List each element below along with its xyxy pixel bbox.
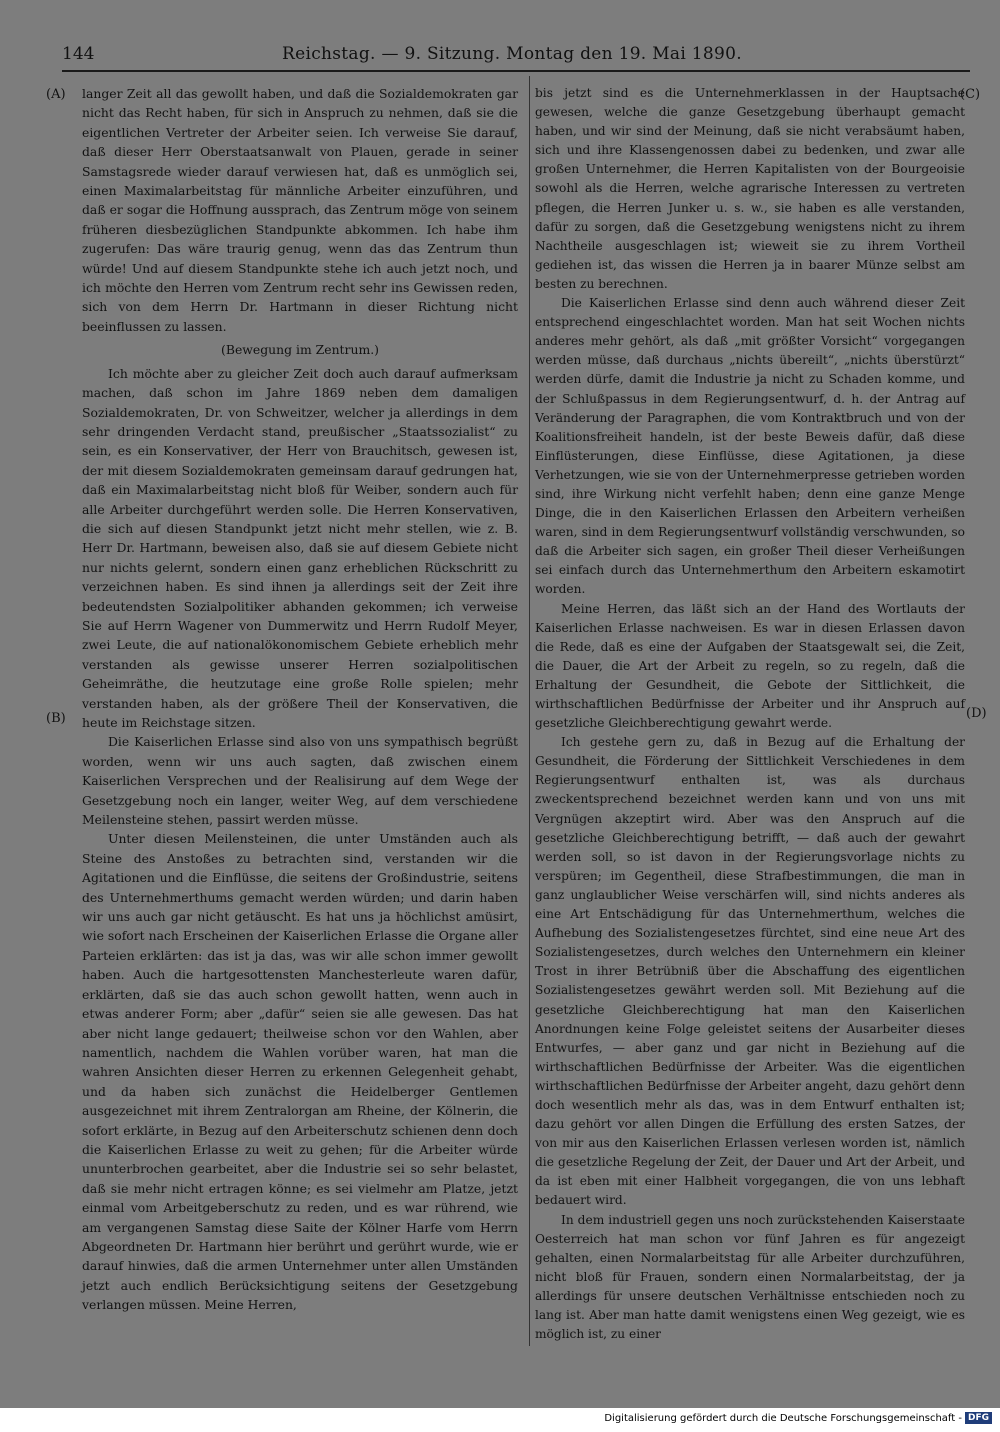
paragraph: Die Kaiserlichen Erlasse sind denn auch während dieser Zeit entsprechend eingeschlachtet worden. Man hat seit Wochen nichts anderes mehr gehört, als daß „mit größter Vorsicht“ vorgegangen werden müsse, daß durchaus „nichts übereilt“, „nichts überstürzt“ werden dürfe, damit die Industrie ja nicht zu Schaden komme, und der Schlußpassus in dem Regierungsentwurf, d. h. der Antrag auf Veränderung der Paragraphen, die vom Kontraktbruch und von der Koalitionsfreiheit handeln, ist der beste Beweis dafür, daß diese Einflüsterungen, diese Einflüsse, diese Agitationen, ja diese Verhetzungen, wie sie von der Unternehmerpresse getrieben worden sind, ihre Wirkung nicht verfehlt haben; denn eine ganze Menge Dinge, die in den Kaiserlichen Erlassen den Arbeitern verheißen waren, sind in dem Regierungsentwurf vollständig verschwunden, so daß die Arbeiter sich sagen, ein großer Theil dieser Verheißungen sei einfach durch das Unternehmerthum den Arbeitern eskamotirt worden. xyxy=(535,296,965,597)
margin-marker-a: (A) xyxy=(46,87,66,102)
paragraph: Ich gestehe gern zu, daß in Bezug auf die Erhaltung der Gesundheit, die Förderung der Sittlichkeit Verschiedenes in dem Regierungsentwurf enthalten ist, was als durchaus zweckentsprechend bezeichnet werden kann und von uns mit Vergnügen akzeptirt wird. Aber was den Anspruch auf die gesetzliche Gleichberechtigung betrifft, — daß auch der gewahrt werden soll, so ist davon in der Regierungsvorlage nichts zu verspüren; im Gegentheil, diese Strafbestimmungen, die man in ganz unglaublicher Weise verschärfen will, sind nichts anderes als eine Art Entschädigung für das Unternehmerthum, welches die Aufhebung des Sozialistengesetzes fürchtet, sind eine neue Art des Sozialistengesetzes, durch welches den Unternehmern ein kleiner Trost in ihrer Betrübniß über die Abschaffung des eigentlichen Sozialistengesetzes gewährt werden soll. Mit Beziehung auf die gesetzliche Gleichberechtigung hat man den Kaiserlichen Anordnungen keine Folge geleistet seitens der Ausarbeiter dieses Entwurfes, — aber ganz und gar nicht in Beziehung auf die wirthschaftlichen Bedürfnisse der Arbeiter. Was die eigentlichen wirthschaftlichen Bedürfnisse der Arbeiter angeht, dazu gehört denn doch wesentlich mehr als das, was in dem Entwurf enthalten ist; dazu gehört vor allen Dingen die Erfüllung des ersten Satzes, der von mir aus den Kaiserlichen Erlassen verlesen worden ist, nämlich die gesetzliche Regelung der Zeit, der Dauer und Art der Arbeit, und da ist eben mit einer Halbheit vorgegangen, die von uns lebhaft bedauert wird. xyxy=(535,735,965,1208)
margin-marker-b: (B) xyxy=(46,711,66,726)
footer-credit xyxy=(604,1412,992,1424)
footer-text: Digitalisierung gefördert durch die Deutsche Forschungsgemeinschaft - xyxy=(604,1412,962,1424)
right-column xyxy=(535,84,965,1344)
page-number: 144 xyxy=(62,44,95,64)
paragraph: bis jetzt sind es die Unternehmerklassen in der Hauptsache gewesen, welche die ganze Gesetzgebung überhaupt gemacht haben, und wir sind der Meinung, daß sie nicht verabsäumt haben, sich und ihre Klassengenossen dabei zu bedenken, und zwar alle großen Unternehmer, die Herren Kapitalisten von der Bourgeoisie sowohl als die Herren, welche agrarische Interessen zu vertreten pflegen, die Herren Junker u. s. w., sie haben es alle verstanden, dafür zu sorgen, daß die Gesetzgebung wenigstens nicht zu ihrem Nachtheile ausgeschlagen ist; wieweit sie zu ihrem Vortheil gediehen ist, das wissen die Herren ja in baarer Münze selbst am besten zu berechnen. xyxy=(535,86,965,291)
running-head: Reichstag. — 9. Sitzung. Montag den 19. Mai 1890. xyxy=(282,44,742,64)
page-header xyxy=(62,40,970,70)
dfg-logo[interactable]: DFG xyxy=(965,1412,992,1424)
column-divider xyxy=(529,76,530,1346)
paragraph: Meine Herren, das läßt sich an der Hand des Wortlauts der Kaiserlichen Erlasse nachweisen. Es war in diesen Erlassen davon die Rede, daß es eine der Aufgaben der Staatsgewalt sei, die Zeit, die Dauer, die Art der Arbeit zu regeln, so zu regeln, daß die Erhaltung der Gesundheit, die Gebote der Sittlichkeit, die wirthschaftlichen Bedürfnisse der Arbeiter und ihr Anspruch auf gesetzliche Gleichberechtigung gewahrt werde. xyxy=(535,601,965,731)
paragraph: Die Kaiserlichen Erlasse sind also von uns sympathisch begrüßt worden, wenn wir uns auch sagten, daß zwischen einem Kaiserlichen Versprechen und der Realisirung auf dem Wege der Gesetzgebung noch ein langer, weiter Weg, auf dem verschiedene Meilensteine stehen, passirt werden müsse. xyxy=(82,734,518,828)
header-rule xyxy=(62,70,970,72)
margin-marker-c: (C) xyxy=(960,87,981,102)
paragraph: Ich möchte aber zu gleicher Zeit doch auch darauf aufmerksam machen, daß schon im Jahre 1869 neben dem damaligen Sozialdemokraten, Dr. von Schweitzer, welcher ja allerdings in dem sehr dringenden Verdacht stand, preußischer „Staatssozialist“ zu sein, es ein Konservativer, der Herr von Brauchitsch, gewesen ist, der mit diesem Sozialdemokraten gemeinsam darauf gedrungen hat, daß ein Maximalarbeitstag nicht bloß für Weiber, sondern auch für alle Arbeiter durchgeführt werden solle. Die Herren Konservativen, die sich auf diesen Standpunkt jetzt nicht mehr stellen, wie z. B. Herr Dr. Hartmann, beweisen also, daß sie auf diesem Gebiete nicht nur nichts gelernt, sondern einen ganz erheblichen Rückschritt zu verzeichnen haben. Es sind ihnen ja allerdings seit der Zeit ihre bedeutendsten Sozialpolitiker abhanden gekommen; ich verweise Sie auf Herrn Wagener von Dummerwitz und Herrn Rudolf Meyer, zwei Leute, die auf nationalökonomischem Gebiete erheblich mehr verstanden als gewisse unserer Herren sozialpolitischen Geheimräthe, die heutzutage eine große Rolle spielen; mehr verstanden haben, als der größere Theil der Konservativen, die heute im Reichstage sitzen. xyxy=(82,365,518,730)
interjection: (Bewegung im Zentrum.) xyxy=(221,342,379,358)
margin-marker-d: (D) xyxy=(966,706,987,721)
paragraph: In dem industriell gegen uns noch zurückstehenden Kaiserstaate Oesterreich hat man schon vor fünf Jahren es für angezeigt gehalten, einen Normalarbeitstag für alle Arbeiter durchzuführen, nicht bloß für Frauen, sondern einen Normalarbeitstag, der ja allerdings für unsere deutschen Verhältnisse entschieden noch zu lang ist. Aber man hatte damit wenigstens einen Weg gezeigt, wie es möglich ist, zu einer xyxy=(535,1212,965,1342)
paragraph: Unter diesen Meilensteinen, die unter Umständen auch als Steine des Anstoßes zu betrachten sind, verstanden wir die Agitationen und die Einflüsse, die seitens der Großindustrie, seitens des Unternehmerthums gemacht werden würden; und darin haben wir uns auch gar nicht getäuscht. Es hat uns ja höchlichst amüsirt, wie sofort nach Erscheinen der Kaiserlichen Erlasse die Organe aller Parteien erklärten: das ist ja das, was wir alle schon immer gewollt haben. Auch die hartgesottensten Manchesterleute waren dafür, erklärten, daß sie das auch schon gewollt hatten, wenn auch in etwas anderer Form; aber „dafür“ seien sie alle gewesen. Das hat aber nicht lange gedauert; theilweise schon vor den Wahlen, aber namentlich, nachdem die Wahlen vorüber waren, hat man die wahren Ansichten dieser Herren zu erkennen Gelegenheit gehabt, und da haben sich zunächst die Heidelberger Gentlemen ausgezeichnet mit ihrem Zentralorgan am Rheine, der Kölnerin, die sofort erklärte, in Bezug auf den Arbeiterschutz schienen denn doch die Kaiserlichen Erlasse zu weit zu gehen; für die Arbeiter würde ununterbrochen gearbeitet, aber die Industrie sei so sehr belastet, daß sie mehr nicht ertragen könne; es sei vielmehr am Platze, jetzt einmal vom Arbeitgeberschutz zu reden, und es war rührend, wie am vergangenen Samstag diese Saite der Kölner Harfe vom Herrn Abgeordneten Dr. Hartmann hier berührt und gerührt wurde, wie er darauf hinwies, daß die armen Unternehmer unter allen Umständen jetzt auch endlich Berücksichtigung seitens der Gesetzgebung verlangen müssen. Meine Herren, xyxy=(82,831,518,1313)
left-column xyxy=(82,84,518,1315)
paragraph: langer Zeit all das gewollt haben, und daß die Sozialdemokraten gar nicht das Recht haben, für sich in Anspruch zu nehmen, daß sie die eigentlichen Vertreter der Arbeiter seien. Ich verweise Sie darauf, daß dieser Herr Oberstaatsanwalt von Plauen, gerade in seiner Samstagsrede wieder darauf verwiesen hat, daß es unmöglich sei, einen Maximalarbeitstag für männliche Arbeiter einzuführen, und daß er sogar die Hoffnung aussprach, das Zentrum möge von seinem früheren diesbezüglichen Standpunkte abkommen. Ich habe ihm zugerufen: Das wäre traurig genug, wenn das das Zentrum thun würde! Und auf diesem Standpunkte stehe ich auch jetzt noch, und ich möchte den Herren vom Zentrum recht sehr ins Gewissen reden, sich von dem Herrn Dr. Hartmann in dieser Richtung nicht beeinflussen zu lassen. xyxy=(82,86,518,334)
